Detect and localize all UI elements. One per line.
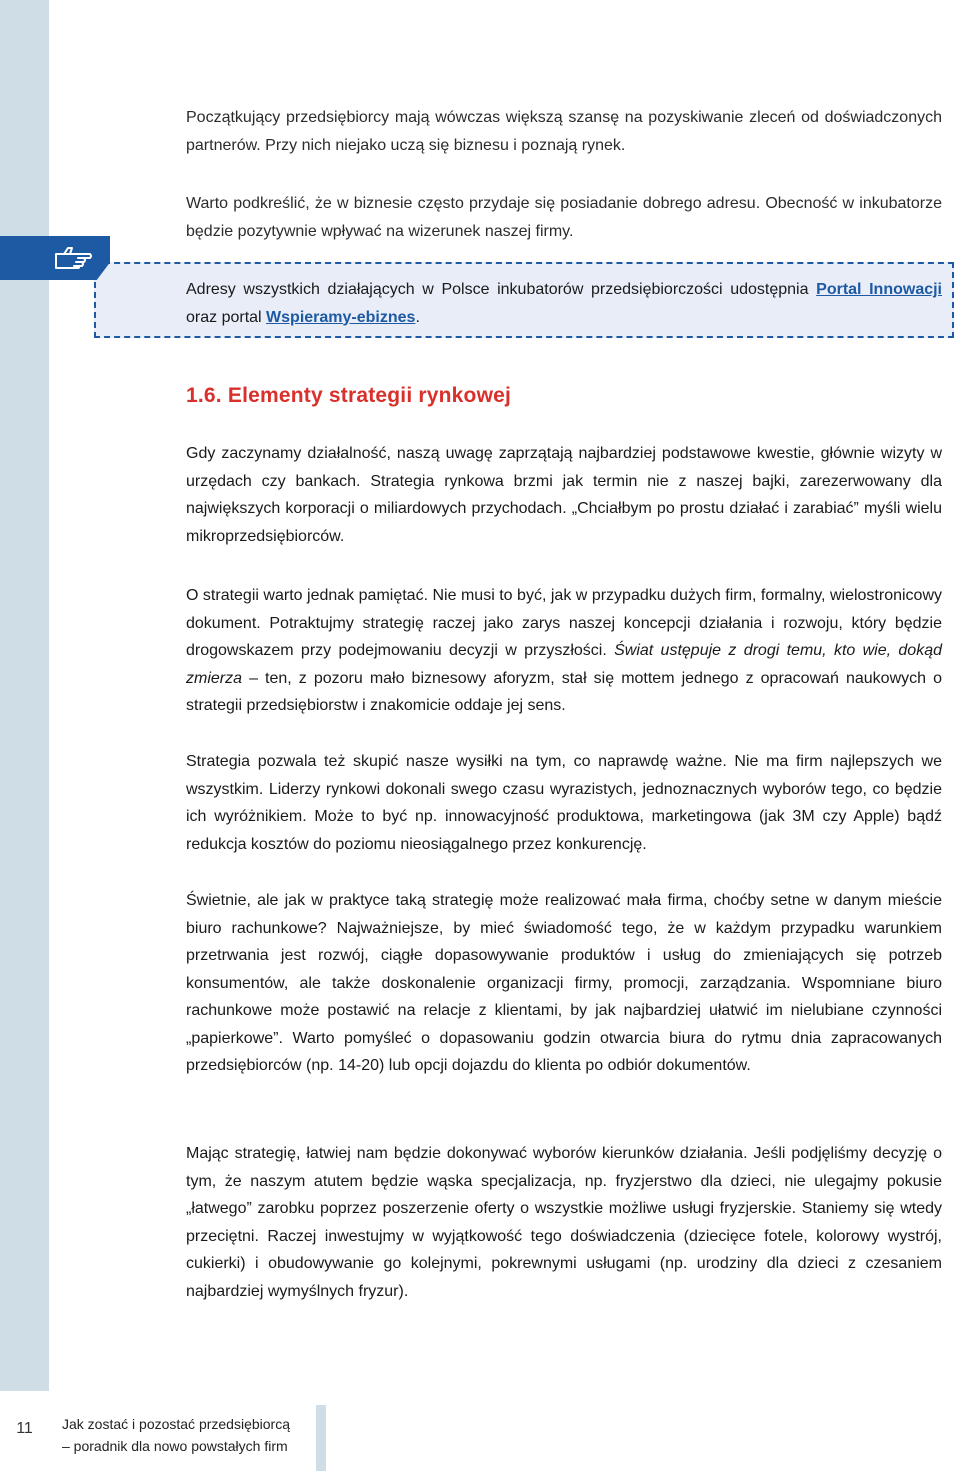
- portal-innowacji-link[interactable]: Portal Innowacji: [816, 281, 943, 298]
- callout-text-after: .: [415, 308, 420, 326]
- side-strip: [0, 0, 49, 1471]
- paragraph-4-after: – ten, z pozoru mało biznesowy aforyzm, stał się mottem jednego z opracowań naukowych o strategii przedsiębiorstw i znakomicie oddaje jej sens.: [186, 669, 942, 714]
- footer-title: Jak zostać i pozostać przedsiębiorcą: [62, 1416, 290, 1432]
- wspieramy-ebiznes-link[interactable]: Wspieramy-ebiznes: [266, 308, 416, 326]
- paragraph-4: [186, 582, 942, 720]
- callout-text-before: Adresy wszystkich działających w Polsce inkubatorów przedsiębiorczości udostępnia: [186, 281, 817, 298]
- callout-icon-tab: [0, 236, 110, 280]
- paragraph-7: Mając strategię, łatwiej nam będzie dokonywać wyborów kierunków działania. Jeśli podjęliśmy decyzję o tym, że naszym atutem będzie wąska specjalizacja, np. fryzjerstwo dla dzieci, nie ulegajmy pokusie „łatwego” zarobku poprzez poszerzenie oferty o wszystkie możliwe usługi fryzjerskie. Staniemy się wtedy przeciętni. Raczej inwestujmy w wyjątkowość tego doświadczenia (dziecięce fotele, kolorowy wystrój, cukierki) i obudowywanie go kolejnymi, pokrewnymi usługami (np. urodziny dla dzieci z czesaniem najbardziej wymyślnych fryzur).: [186, 1145, 942, 1300]
- section-heading: 1.6. Elementy strategii rynkowej: [186, 384, 512, 407]
- page-number: 11: [16, 1420, 33, 1437]
- paragraph-1: Początkujący przedsiębiorcy mają wówczas większą szansę na pozyskiwanie zleceń od doświadczonych partnerów. Przy nich niejako uczą się biznesu i poznają rynek.: [186, 109, 942, 154]
- footer-divider: [316, 1405, 326, 1471]
- paragraph-4-quote: Świat ustępuje z drogi temu, kto wie, dokąd zmierza: [186, 642, 942, 687]
- paragraph-2: Warto podkreślić, że w biznesie często przydaje się posiadanie dobrego adresu. Obecność w inkubatorze będzie pozytywnie wpływać na wizerunek naszej firmy.: [186, 195, 942, 240]
- paragraph-6: Świetnie, ale jak w praktyce taką strategię może realizować mała firma, choćby setne w danym mieście biuro rachunkowe? Najważniejsze, by mieć świadomość tego, że w każdym przypadku warunkiem przetrwania jest rozwój, ciągłe dopasowywanie produktów i usług do zmieniających się potrzeb konsumentów, ale także doskonalenie organizacji firmy, promocji, zarządzania. Wspomniane biuro rachunkowe może postawić na relacje z klientami, by jak najbardziej ułatwić im nielubiane czynności „papierkowe”. Warto pomyśleć o dopasowaniu godzin otwarcia biura do rytmu dnia zapracowanych przedsiębiorców (np. 14-20) lub opcji dojazdu do klienta po odbiór dokumentów.: [186, 892, 942, 1074]
- callout-text-middle: oraz portal: [186, 308, 267, 326]
- paragraph-3: Gdy zaczynamy działalność, naszą uwagę zaprzątają najbardziej podstawowe kwestie, głównie wizyty w urzędach czy bankach. Strategia rynkowa brzmi jak termin nie z naszej bajki, zarezerwowany dla największych korporacji o miliardowych przychodach. „Chciałbym po prostu działać i zarabiać” myśli wielu mikroprzedsiębiorców.: [186, 445, 942, 545]
- pointing-hand-icon: [54, 244, 94, 272]
- paragraph-5: Strategia pozwala też skupić nasze wysiłki na tym, co naprawdę ważne. Nie ma firm najlepszych we wszystkim. Liderzy rynkowi dokonali swego czasu wyrazistych, jednoznacznych wyborów tego, co będzie ich wyróżnikiem. Może to być np. innowacyjność produktowa, marketingowa (jak 3M czy Apple) bądź redukcja kosztów do poziomu nieosiągalnego przez konkurencję.: [186, 753, 942, 853]
- paragraph-4-before: O strategii warto jednak pamiętać. Nie musi to być, jak w przypadku dużych firm, formalny, wielostronicowy dokument. Potraktujmy strategię raczej jako zarys naszej koncepcji działania i rozwoju, który będzie drogowskazem przy podejmowaniu decyzji w przyszłości.: [186, 587, 942, 659]
- callout-text: [186, 276, 942, 331]
- footer-subtitle: – poradnik dla nowo powstałych firm: [62, 1438, 288, 1454]
